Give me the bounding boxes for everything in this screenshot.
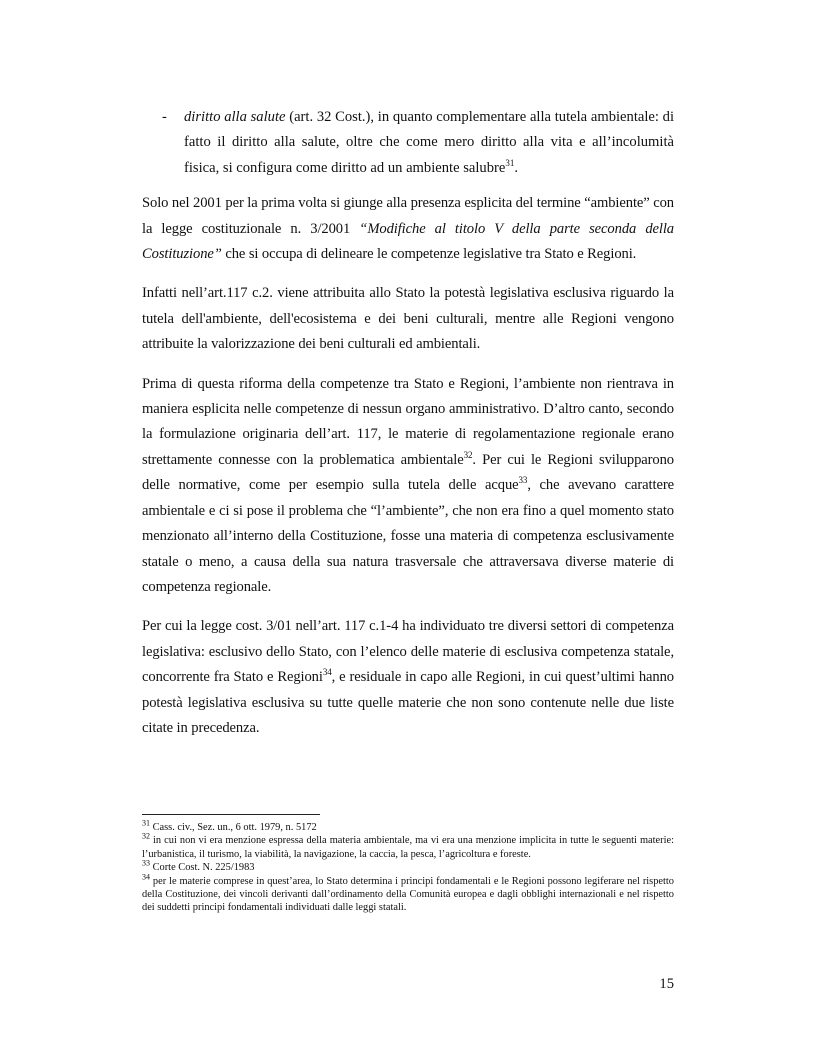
bullet-tail: . [514,159,519,176]
paragraph-3 [142,372,674,601]
paragraph-4-text-a: Per cui la legge cost. 3/01 nell’art. 117 c.1-4 ha individuato tre diversi settori di competenza legislativa: esclusivo dello Stato, con l’elenco delle materie di esclusiva competenza statale, concorrente fra Stato e Regioni [142,618,674,686]
paragraph-1-text-a: Solo nel 2001 per la prima volta si giunge alla presenza esplicita del termine “ambiente” con la legge costituzionale n. 3/2001 [142,195,674,237]
bullet-italic-lead: diritto alla salute [184,109,286,125]
footnote-number: 31 [142,818,150,828]
footnote-text: Corte Cost. N. 225/1983 [150,862,255,874]
paragraph-4-text-b: , e residuale in capo alle Regioni, in cui quest’ultimi hanno potestà legislativa esclusiva su tutte quelle materie che non sono contenute nelle due liste citate in precedenza. [142,669,674,736]
bullet-marker: - [162,109,167,125]
footnote-33 [142,858,674,874]
footnote-ref-31[interactable]: 31 [505,157,515,168]
bullet-item-health-right [142,105,674,181]
document-body [142,105,674,755]
footnote-ref-34[interactable]: 34 [322,667,332,678]
footnote-text: in cui non vi era menzione espressa della materia ambientale, ma vi era una menzione implicita in tutte le seguenti materie: l’urbanistica, il turismo, la viabilità, la navigazione, la caccia, la pesca, l’agricoltura e foreste. [142,835,674,860]
paragraph-3-text-a: Prima di questa riforma della competenze tra Stato e Regioni, l’ambiente non rientrava in maniera esplicita nelle competenze di nessun organo amministrativo. D’altro canto, secondo la formulazione originaria dell’art. 117, le materie di regolamentazione regionale erano strettamente connesse con la problematica ambientale [142,375,674,468]
paragraph-4 [142,614,674,741]
paragraph-1 [142,191,674,267]
footnote-31 [142,818,674,834]
footnote-number: 34 [142,872,150,882]
footnote-34 [142,872,674,915]
footnote-32 [142,831,674,861]
footnote-number: 33 [142,858,150,868]
footnote-ref-32[interactable]: 32 [463,450,473,461]
footnote-text: per le materie comprese in quest’area, lo Stato determina i principi fondamentali e le Regioni possono legiferare nel rispetto della Costituzione, dei vincoli derivanti dall’ordinamento della Comunità europea e dagli obblighi internazionali e nel rispetto dei suddetti principi fondamentali individuati dalle leggi statali. [142,875,674,914]
page-number: 15 [659,976,674,992]
paragraph-1-text-b: che si occupa di delineare le competenze legislative tra Stato e Regioni. [221,246,637,263]
footnote-number: 32 [142,831,150,841]
footnote-text: Cass. civ., Sez. un., 6 ott. 1979, n. 5172 [150,822,317,833]
footnote-ref-33[interactable]: 33 [518,475,528,486]
footnote-separator [142,814,320,815]
footnotes-section [142,814,674,915]
paragraph-1-italic-title: “Modifiche al titolo V della parte seconda della Costituzione” [142,220,675,263]
paragraph-3-text-c: , che avevano carattere ambientale e ci si pose il problema che “l’ambiente”, che non era fino a quel momento stato menzionato all’interno della Costituzione, fosse una materia di competenza esclusivamente statale o meno, a causa della sua natura trasversale che attraversava diverse materie di competenza regionale. [142,477,674,595]
paragraph-2: Infatti nell’art.117 c.2. viene attribuita allo Stato la potestà legislativa esclusiva riguardo la tutela dell'ambiente, dell'ecosistema e dei beni culturali, mentre alle Regioni vengono attribuite la valorizzazione dei beni culturali ed ambientali. [142,285,674,353]
bullet-body: (art. 32 Cost.), in quanto complementare alla tutela ambientale: di fatto il diritto alla salute, oltre che come mero diritto alla vita e all’incolumità fisica, si configura come diritto ad un ambiente salubre [184,109,675,176]
bullet-text [184,105,674,181]
paragraph-3-text-b: . Per cui le Regioni svilupparono delle normative, come per esempio sulla tutela delle acque [142,451,675,494]
